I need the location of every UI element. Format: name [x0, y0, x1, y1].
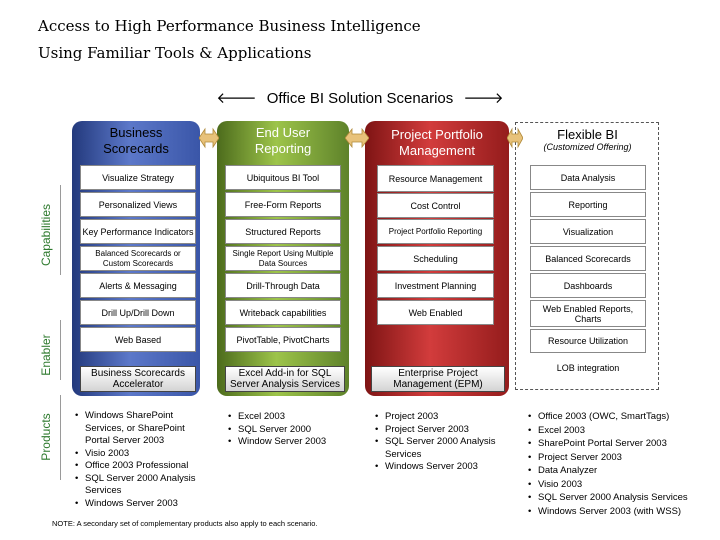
capability-cell: Drill-Through Data — [225, 273, 341, 298]
list-item: • SQL Server 2000 Analysis Services — [528, 491, 713, 505]
capability-cell: Visualization — [530, 219, 646, 244]
capability-cell: Scheduling — [377, 246, 494, 271]
list-item: • SharePoint Portal Server 2003 — [528, 437, 713, 451]
header-portfolio: Project Portfolio Management — [391, 127, 483, 158]
capability-cell: Balanced Scorecards — [530, 246, 646, 271]
scenarios-header — [0, 88, 720, 107]
list-item: • Windows Server 2003 — [375, 461, 515, 474]
list-item: • Windows Server 2003 (with WSS) — [528, 505, 713, 519]
enabler-portfolio: Enterprise Project Management (EPM) — [371, 366, 505, 392]
enabler-scorecards: Business Scorecards Accelerator — [80, 366, 196, 392]
list-item: • Excel 2003 — [528, 424, 713, 438]
capability-cell: Dashboards — [530, 273, 646, 298]
capability-cell: Ubiquitous BI Tool — [225, 165, 341, 190]
list-item: • Project Server 2003 — [528, 451, 713, 465]
list-item: • Project Server 2003 — [375, 424, 515, 437]
list-item: • Project 2003 — [375, 411, 515, 424]
list-item: • Windows SharePoint Services, or SharePoint Portal Server 2003 — [75, 410, 205, 448]
left-arrow-icon: 🡐 — [216, 90, 257, 107]
row-divider — [60, 185, 61, 275]
right-arrow-icon: 🡒 — [463, 90, 504, 107]
capability-cell: Free-Form Reports — [225, 192, 341, 217]
capability-cell: PivotTable, PivotCharts — [225, 327, 341, 352]
capability-cell: Investment Planning — [377, 273, 494, 298]
header-flexible: Flexible BI — [557, 127, 618, 142]
list-item: • Window Server 2003 — [228, 436, 353, 449]
list-item: • Visio 2003 — [75, 448, 205, 461]
enabler-reporting: Excel Add-in for SQL Server Analysis Services — [225, 366, 345, 392]
list-item: • Office 2003 Professional — [75, 460, 205, 473]
title-line-1: Access to High Performance Business Intelligence — [38, 17, 421, 35]
row-divider — [60, 320, 61, 380]
capability-cell: Alerts & Messaging — [80, 273, 196, 298]
double-arrow-icon — [199, 126, 219, 150]
list-item: • Visio 2003 — [528, 478, 713, 492]
list-item: • SQL Server 2000 Analysis Services — [75, 473, 205, 498]
capability-cell: Single Report Using Multiple Data Sources — [225, 246, 341, 271]
list-item: • Data Analyzer — [528, 464, 713, 478]
products-portfolio — [375, 411, 515, 474]
list-item: • Windows Server 2003 — [75, 498, 205, 511]
row-label-capabilities: Capabilities — [39, 203, 53, 267]
capability-cell: LOB integration — [556, 363, 620, 373]
products-scorecards — [75, 410, 205, 510]
row-label-enabler: Enabler — [39, 334, 53, 376]
header-scorecards: Business Scorecards — [103, 125, 169, 156]
capability-cell: Structured Reports — [225, 219, 341, 244]
double-arrow-icon — [345, 126, 369, 150]
products-reporting — [228, 411, 353, 449]
flexible-subheader: (Customized Offering) — [543, 142, 632, 152]
capability-cell: Key Performance Indicators — [80, 219, 196, 244]
capability-cell: Resource Management — [377, 165, 494, 192]
capability-cell: Project Portfolio Reporting — [377, 219, 494, 244]
capability-cell: Drill Up/Drill Down — [80, 300, 196, 325]
capability-cell: Data Analysis — [530, 165, 646, 190]
capability-cell: Personalized Views — [80, 192, 196, 217]
capability-cell: Web Enabled Reports, Charts — [530, 300, 646, 327]
header-reporting: End User Reporting — [254, 125, 312, 156]
capability-cell: Balanced Scorecards or Custom Scorecards — [80, 246, 196, 271]
capability-cell: Resource Utilization — [530, 329, 646, 353]
list-item: • Office 2003 (OWC, SmartTags) — [528, 410, 713, 424]
capability-cell: Writeback capabilities — [225, 300, 341, 325]
footnote: NOTE: A secondary set of complementary products also apply to each scenario. — [52, 519, 318, 528]
scenarios-label: Office BI Solution Scenarios — [266, 90, 454, 107]
products-flexible — [528, 410, 713, 518]
title-line-2: Using Familiar Tools & Applications — [38, 44, 312, 62]
capability-cell: Web Based — [80, 327, 196, 352]
row-label-products: Products — [39, 413, 53, 461]
list-item: • Excel 2003 — [228, 411, 353, 424]
row-divider — [60, 395, 61, 480]
capability-cell: Cost Control — [377, 193, 494, 218]
list-item: • SQL Server 2000 — [228, 424, 353, 437]
capability-cell: Visualize Strategy — [80, 165, 196, 190]
list-item: • SQL Server 2000 Analysis Services — [375, 436, 515, 461]
capability-cell: Web Enabled — [377, 300, 494, 325]
capability-cell: Reporting — [530, 192, 646, 217]
